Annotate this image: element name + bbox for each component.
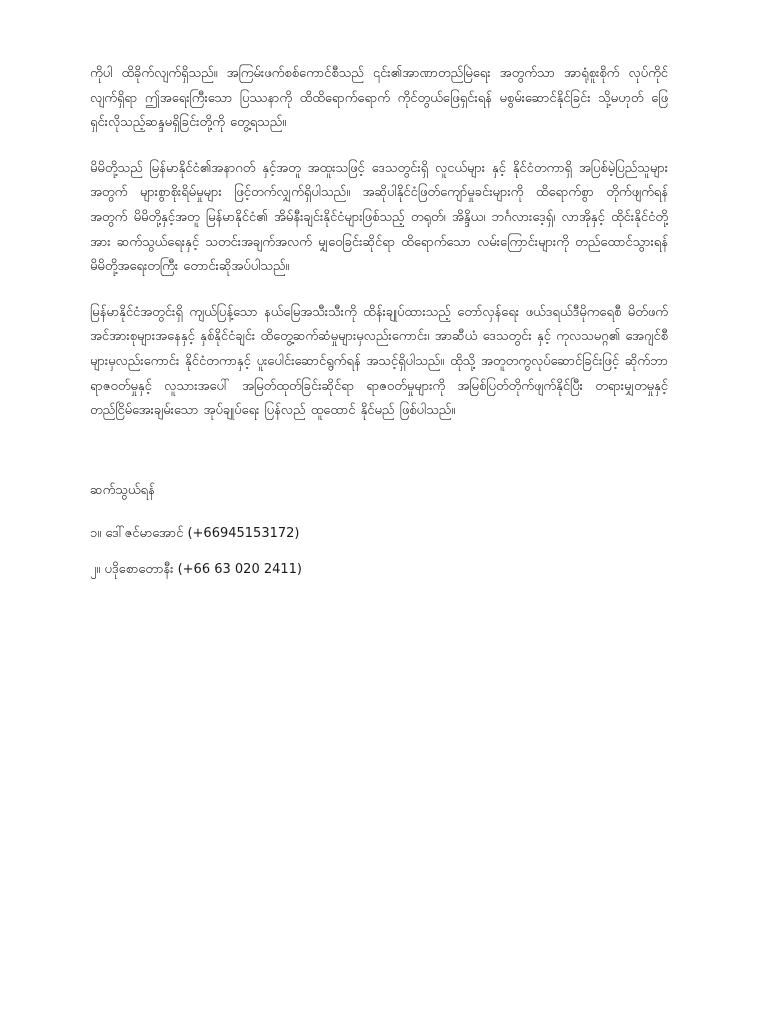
- paragraph-2: မိမိတို့သည် မြန်မာနိုင်ငံ၏အနာဂတ် နှင့်အတူ အထူးသဖြင့် ဒေသတွင်းရှိ လူငယ်များ နှင့် နိုင်ငံတကာရှိ အပြစ်မဲ့ပြည်သူများအတွက် များစွာစိုးရိမ်မှုများ ဖြင့်တက်လျှက်ရှိပါသည်။ အဆိုပါနိုင်ငံဖြတ်ကျော်မှုခင်းများကို ထိရောက်စွာ တိုက်ဖျက်ရန်အတွက် မိမိတို့နှင့်အတူ မြန်မာနိုင်ငံ၏ အိမ်နီးချင်းနိုင်ငံများဖြစ်သည့် တရုတ်၊ အိန္ဒိယ၊ ဘင်္ဂလားဒေ့ရှ်၊ လာအိုနှင့် ထိုင်းနိုင်ငံတို့အား ဆက်သွယ်ရေးနှင့် သတင်းအချက်အလက် မျှဝေခြင်းဆိုင်ရာ ထိရောက်သော လမ်းကြောင်းများကို တည်ထောင်သွားရန် မိမိတို့အရေးတကြီး တောင်းဆိုအပ်ပါသည်။: [90, 160, 668, 275]
- contact-heading: ဆက်သွယ်ရန်: [90, 482, 155, 498]
- contact-item-1: ၁။ ဒေါ်ဇင်မာအောင် (+66945153172): [90, 525, 300, 541]
- contact-item-2: ၂။ ပဒိုစောတောနီး (+66 63 020 2411): [90, 561, 302, 577]
- letter-body: [90, 62, 668, 595]
- paragraph-3: မြန်မာနိုင်ငံအတွင်းရှိ ကျယ်ပြန့်သော နယ်မြေအသီးသီးကို ထိန်းချုပ်ထားသည့် တော်လှန်ရေး ဖယ်ဒရယ်ဒီမိုကရေစီ မိတ်ဖက်အင်အားစုများအနေနှင့် နှစ်နိုင်ငံချင်း ထိတွေ့ဆက်ဆံမှုများမှလည်းကောင်း၊ အာဆီယံ ဒေသတွင်း နှင့် ကုလသမဂ္ဂ၏ အေဂျင်စီများမှလည်းကောင်း နိုင်ငံတကာနှင့် ပူးပေါင်းဆောင်ရွက်ရန် အသင့်ရှိပါသည်။ ထိုသို့ အတူတကွလုပ်ဆောင်ခြင်းဖြင့် ဆိုက်ဘာရာဇဝတ်မှုနှင့် လူသားအပေါ် အမြတ်ထုတ်ခြင်းဆိုင်ရာ ရာဇဝတ်မှုများကို အမြစ်ပြတ်တိုက်ဖျက်နိုင်ပြီး တရားမျှတမှုနှင့် တည်ငြိမ်အေးချမ်းသော အုပ်ချုပ်ရေး ပြန်လည် ထူထောင် နိုင်မည် ဖြစ်ပါသည်။: [90, 304, 668, 419]
- contact-list: [90, 523, 668, 581]
- paragraph-1: ကိုပါ ထိခိုက်လျက်ရှိသည်။ အကြမ်းဖက်စစ်ကောင်စီသည် ၎င်း၏အာဏာတည်မြဲရေး အတွက်သာ အာရုံစူးစိုက် လုပ်ကိုင်လျက်ရှိရာ ဤအရေးကြီးသော ပြဿနာကို ထိထိရောက်ရောက် ကိုင်တွယ်ဖြေရှင်းရန် မစွမ်းဆောင်နိုင်ခြင်း သို့မဟုတ် ဖြေရှင်းလိုသည့်ဆန္ဒမရှိခြင်းတို့ကို တွေ့ရသည်။: [90, 66, 668, 131]
